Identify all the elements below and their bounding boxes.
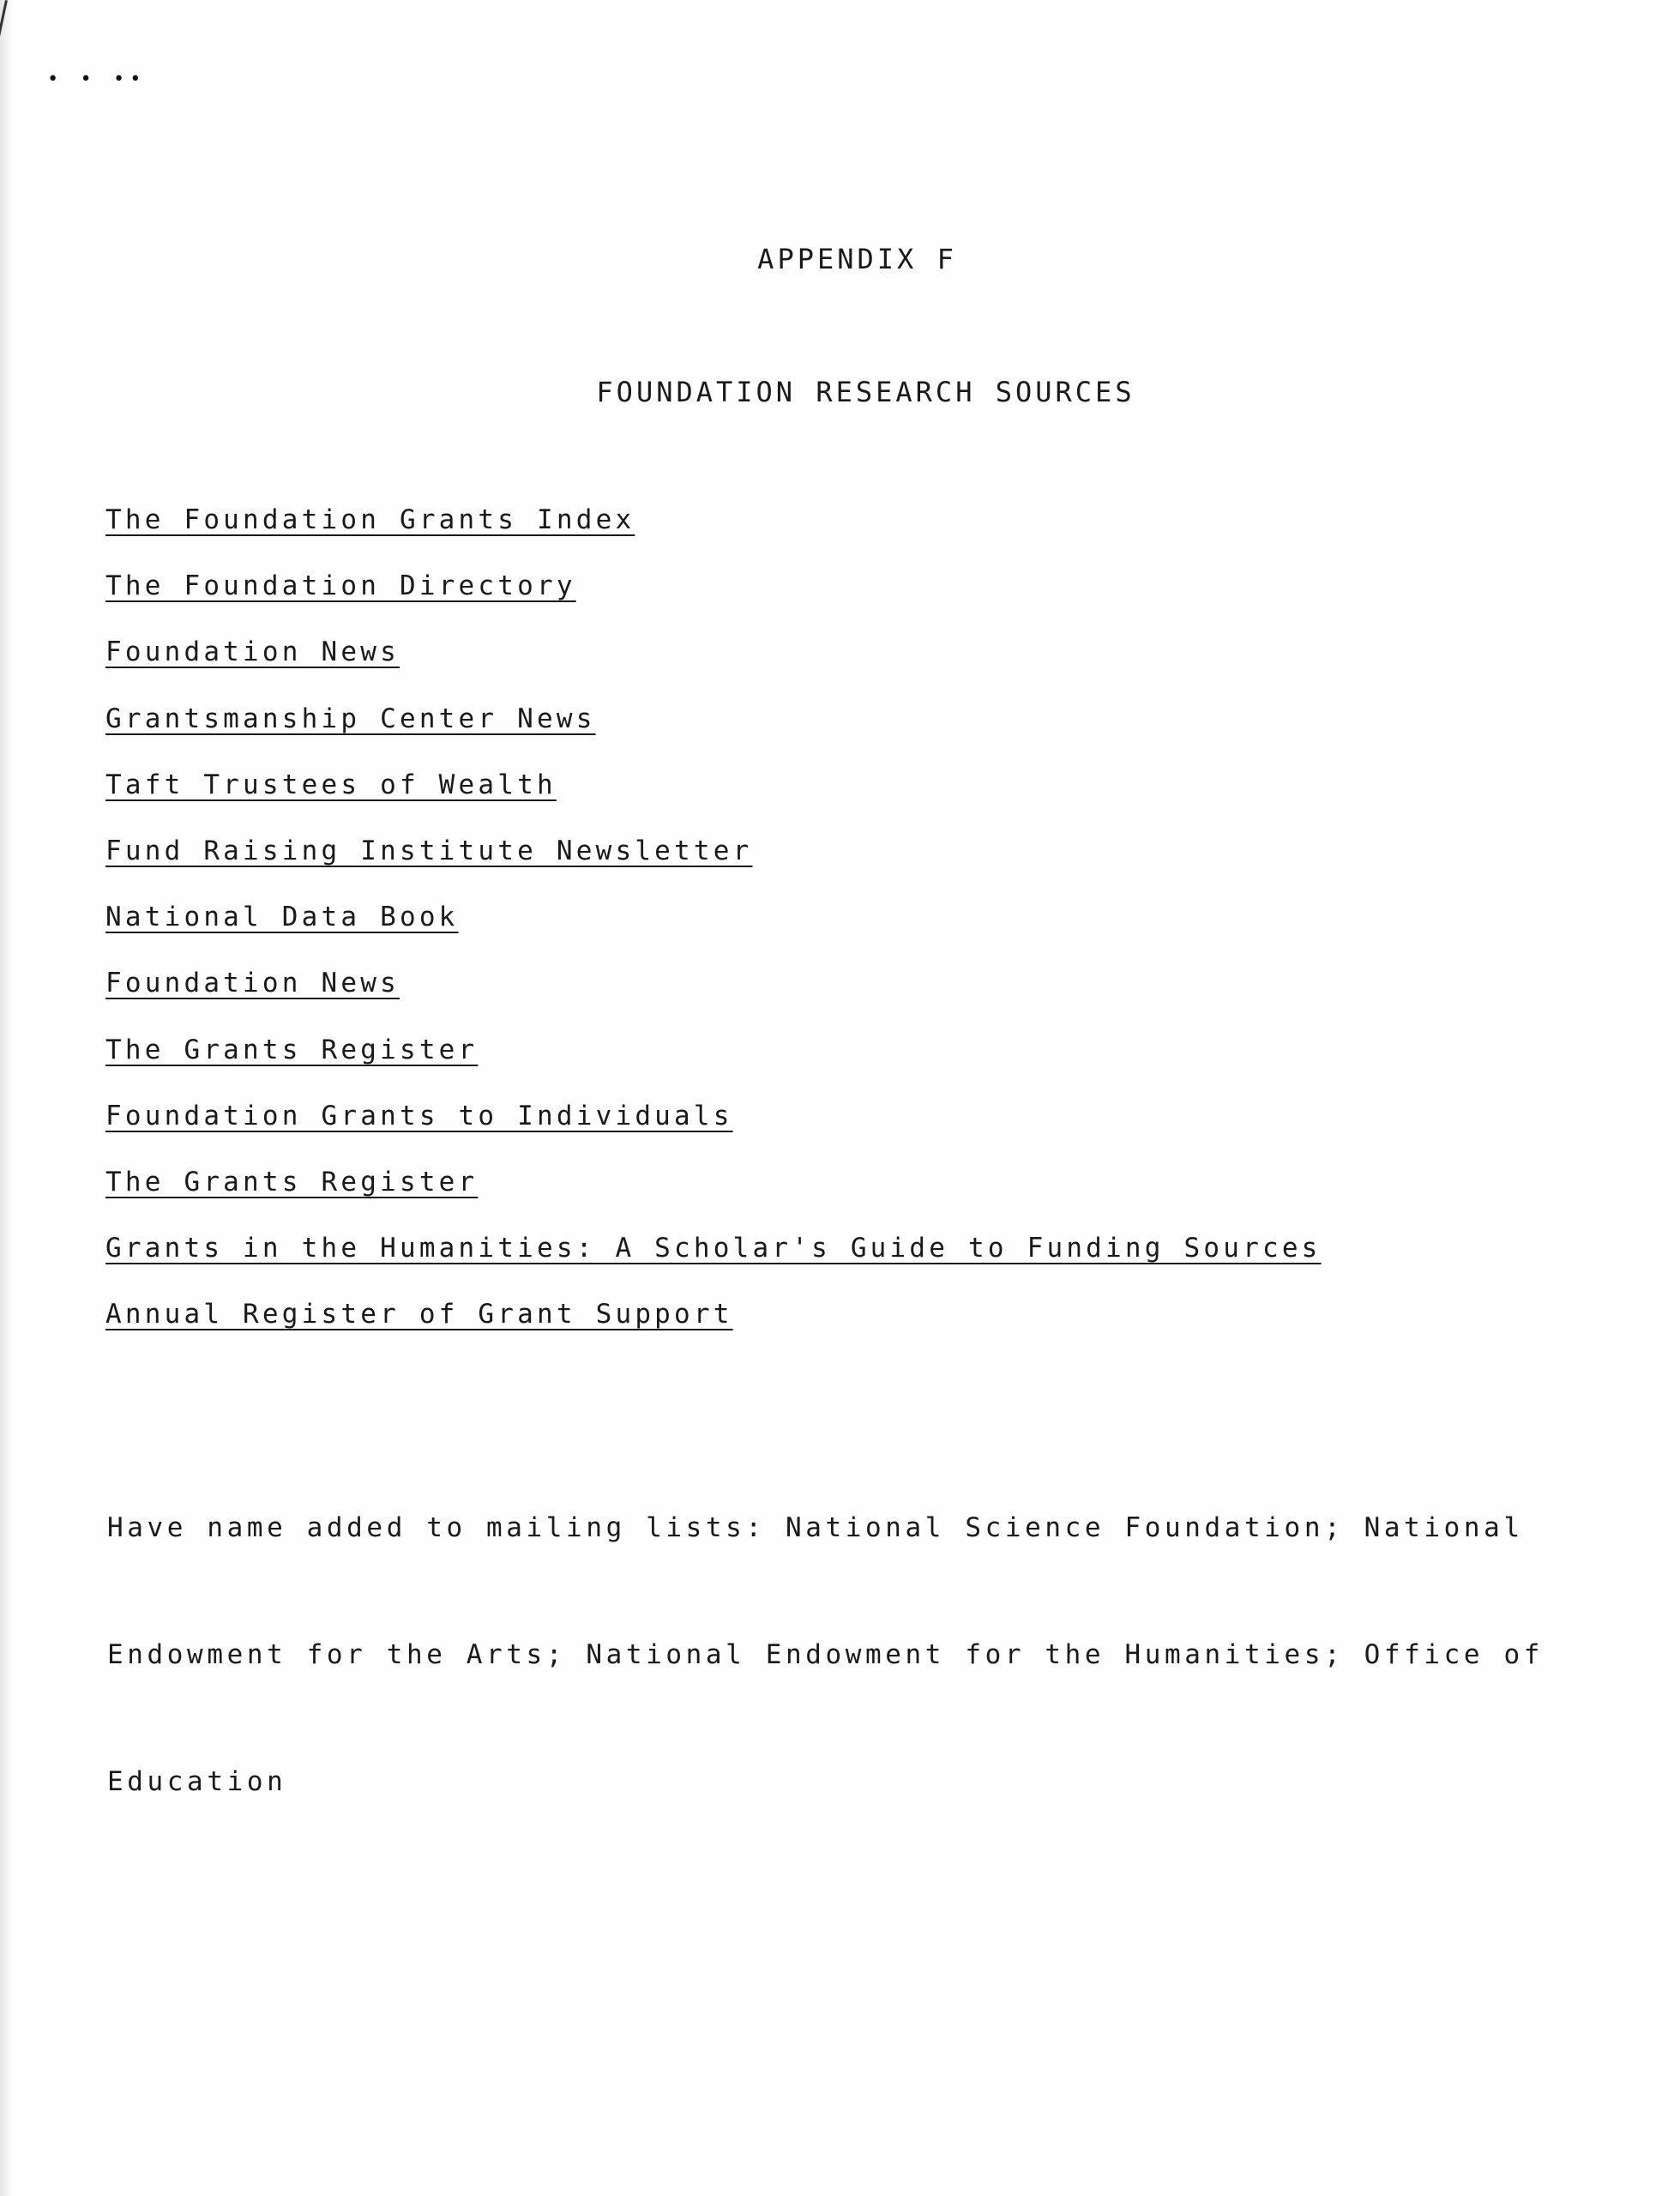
mailing-note-line: Have name added to mailing lists: National Science Foundation; National (107, 1512, 1524, 1543)
source-title: Foundation News (105, 636, 400, 668)
list-item (105, 504, 1322, 570)
list-item (105, 836, 1322, 902)
source-title: Grants in the Humanities: A Scholar's Guide to Funding Sources (105, 1233, 1322, 1264)
appendix-title: APPENDIX F (757, 243, 957, 275)
source-title: The Foundation Grants Index (105, 504, 635, 535)
mailing-note-line: Education (107, 1766, 287, 1797)
scan-specks: • • •• (47, 69, 147, 90)
source-title: Foundation News (105, 968, 400, 999)
list-item (105, 636, 1322, 703)
mailing-note-line: Endowment for the Arts; National Endowment for the Humanities; Office of (107, 1639, 1544, 1670)
list-item (105, 902, 1322, 968)
scan-edge (0, 0, 12, 2196)
list-item (105, 1101, 1322, 1167)
mailing-note (107, 1433, 1548, 1877)
list-item (105, 1233, 1322, 1299)
list-item (105, 1167, 1322, 1233)
source-title: Foundation Grants to Individuals (105, 1100, 733, 1131)
list-item (105, 570, 1322, 636)
source-title: The Grants Register (105, 1166, 479, 1198)
source-title: The Grants Register (105, 1034, 479, 1065)
section-title: FOUNDATION RESEARCH SOURCES (596, 376, 1135, 408)
list-item (105, 769, 1322, 836)
list-item (105, 1035, 1322, 1101)
sources-list (105, 504, 1322, 1365)
source-title: National Data Book (105, 902, 459, 933)
source-title: Fund Raising Institute Newsletter (105, 835, 753, 866)
source-title: Annual Register of Grant Support (105, 1299, 733, 1330)
list-item (105, 1299, 1322, 1365)
source-title: Grantsmanship Center News (105, 703, 596, 734)
list-item (105, 703, 1322, 769)
source-title: The Foundation Directory (105, 570, 576, 602)
source-title: Taft Trustees of Wealth (105, 769, 557, 800)
list-item (105, 968, 1322, 1034)
